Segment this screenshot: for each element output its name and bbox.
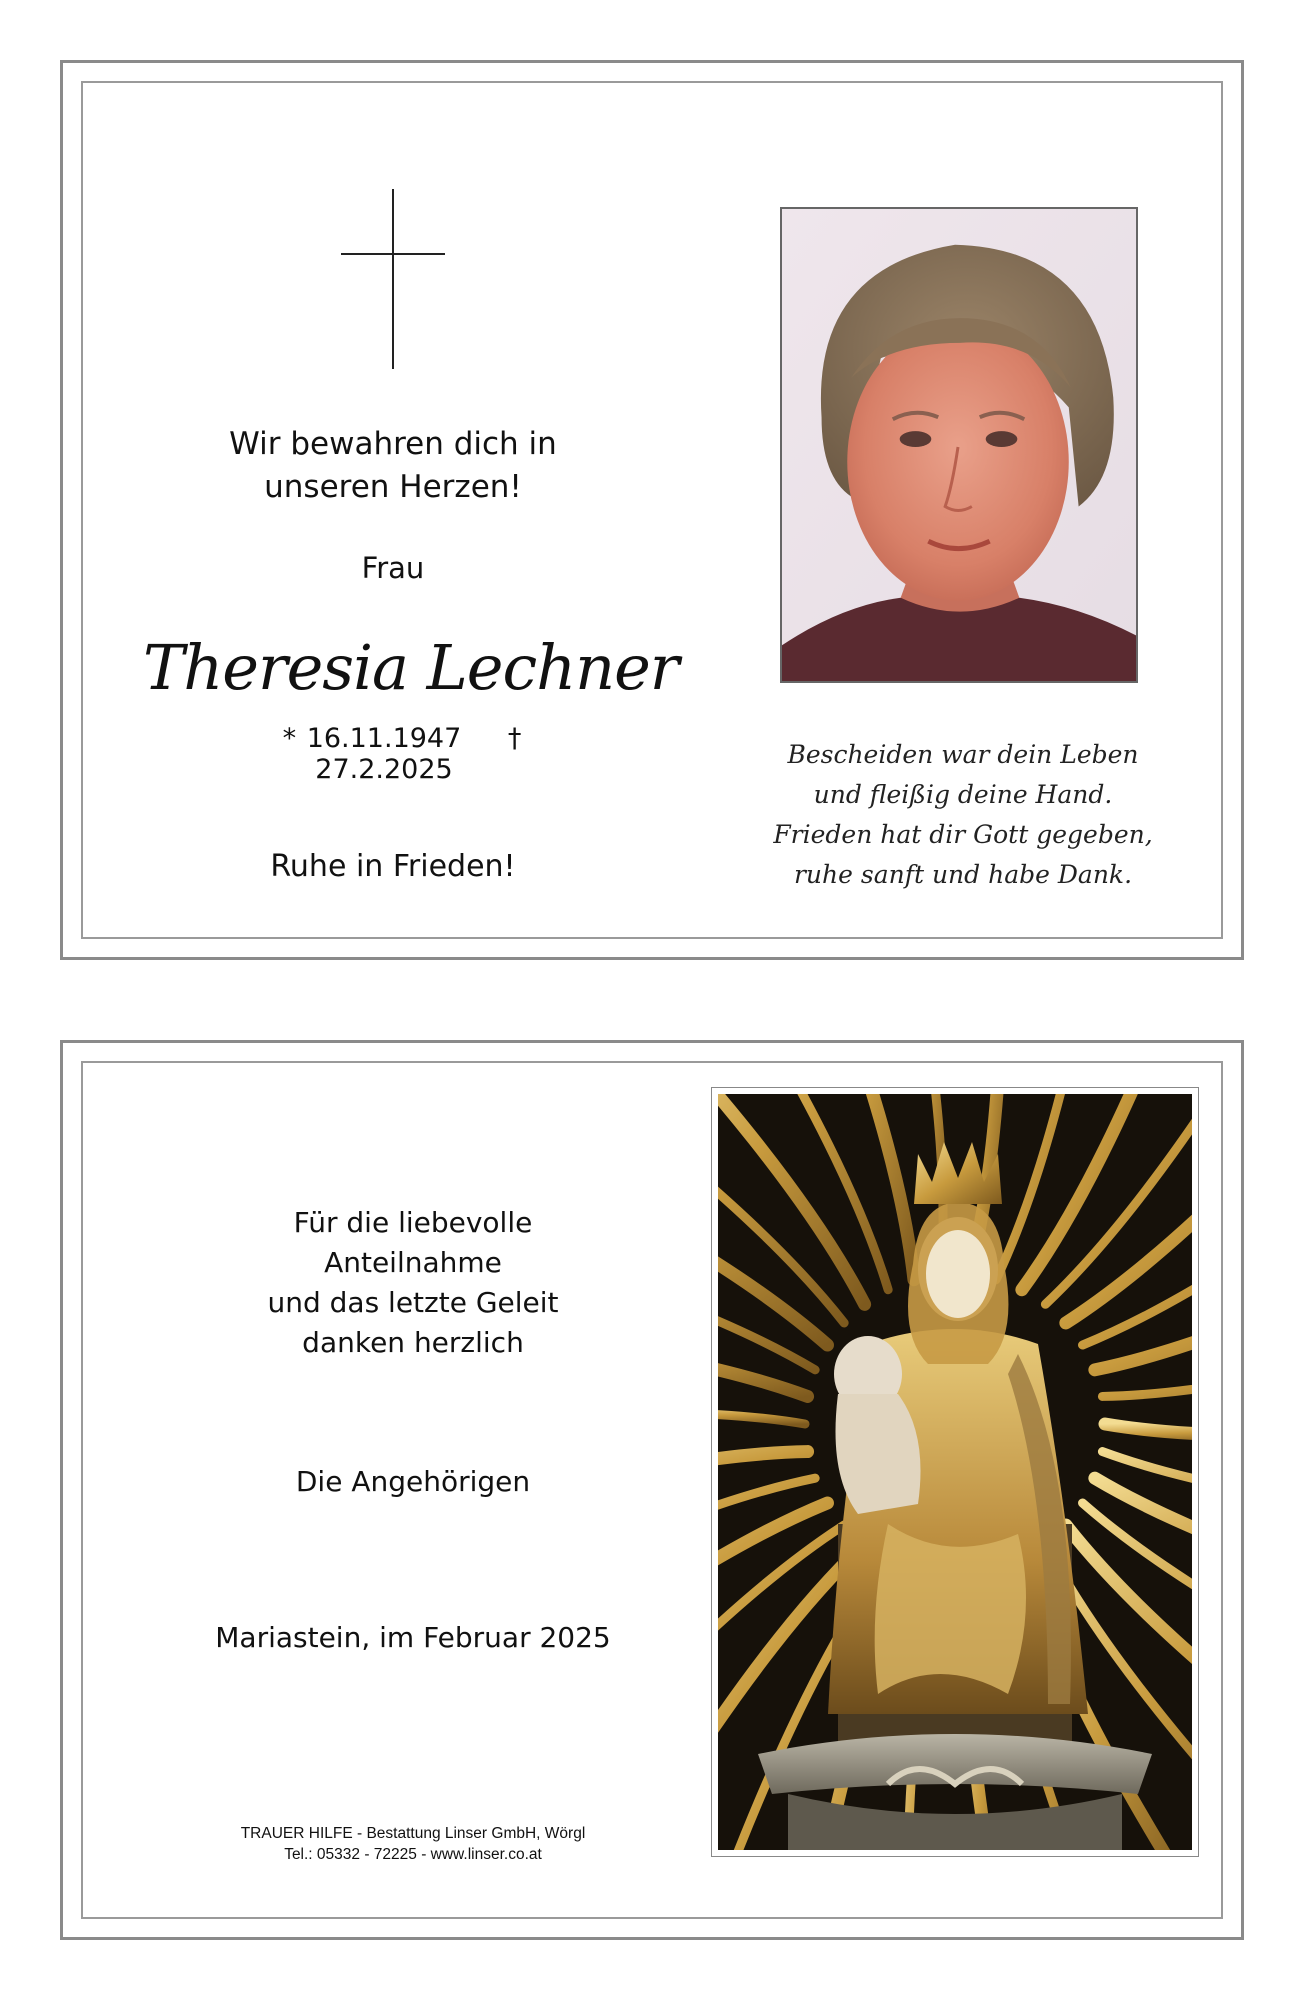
birth-date: * 16.11.1947	[282, 723, 462, 754]
death-date: † 27.2.2025	[315, 723, 522, 785]
thanks-line: Für die liebevolle	[293, 1206, 533, 1239]
obituary-front-card	[60, 60, 1244, 960]
honorific: Frau	[361, 551, 425, 585]
deceased-name: Theresia Lechner	[143, 631, 679, 704]
memorial-quote-line: Wir bewahren dich in	[229, 426, 557, 462]
poem-line: und fleißig deine Hand.	[813, 780, 1113, 809]
cross-icon	[341, 189, 445, 369]
farewell-text: Ruhe in Frieden!	[270, 849, 516, 884]
relatives-signature: Die Angehörigen	[295, 1465, 531, 1498]
front-inner-frame	[81, 81, 1223, 939]
poem-line: ruhe sanft und habe Dank.	[793, 860, 1133, 889]
memorial-quote	[203, 423, 583, 509]
thanks-text	[243, 1203, 583, 1363]
thanks-line: und das letzte Geleit	[267, 1286, 559, 1319]
thanks-line: danken herzlich	[302, 1326, 524, 1359]
life-dates	[183, 723, 603, 785]
memorial-quote-line: unseren Herzen!	[264, 469, 522, 505]
madonna-image	[711, 1087, 1199, 1857]
thanks-line: Anteilnahme	[324, 1246, 502, 1279]
poem-line: Frieden hat dir Gott gegeben,	[773, 820, 1153, 849]
undertaker-line: Tel.: 05332 - 72225 - www.linser.co.at	[284, 1846, 542, 1863]
poem-line: Bescheiden war dein Leben	[787, 740, 1139, 769]
place-and-date: Mariastein, im Februar 2025	[215, 1621, 611, 1654]
portrait-photo	[780, 207, 1138, 683]
memorial-poem	[743, 735, 1183, 895]
back-inner-frame	[81, 1061, 1223, 1919]
undertaker-line: TRAUER HILFE - Bestattung Linser GmbH, Wörgl	[240, 1825, 586, 1842]
undertaker-info	[183, 1823, 643, 1865]
obituary-back-card	[60, 1040, 1244, 1940]
